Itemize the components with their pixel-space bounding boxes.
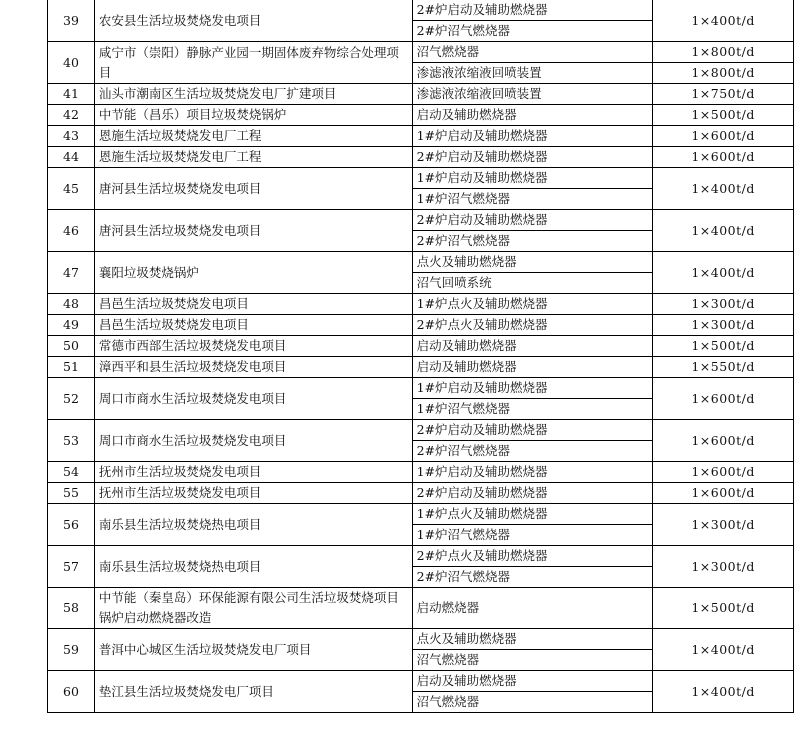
capacity: 1×300t/d [653, 294, 794, 315]
row-number: 41 [48, 84, 95, 105]
project-name: 咸宁市（崇阳）静脉产业园一期固体废弃物综合处理项目 [94, 42, 412, 84]
capacity: 1×300t/d [653, 504, 794, 546]
project-name: 昌邑生活垃圾焚烧发电项目 [94, 315, 412, 336]
project-name: 常德市西部生活垃圾焚烧发电项目 [94, 336, 412, 357]
burner-type: 2#炉沼气燃烧器 [412, 441, 653, 462]
burner-type: 1#炉启动及辅助燃烧器 [412, 168, 653, 189]
project-name: 南乐县生活垃圾焚烧热电项目 [94, 546, 412, 588]
row-number: 57 [48, 546, 95, 588]
capacity: 1×400t/d [653, 0, 794, 42]
project-name: 唐河县生活垃圾焚烧发电项目 [94, 168, 412, 210]
project-name: 漳西平和县生活垃圾焚烧发电项目 [94, 357, 412, 378]
table-row [48, 378, 794, 399]
capacity: 1×800t/d [653, 42, 794, 63]
burner-type: 1#炉沼气燃烧器 [412, 525, 653, 546]
row-number: 52 [48, 378, 95, 420]
table-row [48, 483, 794, 504]
capacity: 1×500t/d [653, 588, 794, 629]
burner-type: 点火及辅助燃烧器 [412, 629, 653, 650]
row-number: 39 [48, 0, 95, 42]
row-number: 47 [48, 252, 95, 294]
table-row [48, 504, 794, 525]
project-name: 抚州市生活垃圾焚烧发电项目 [94, 462, 412, 483]
table-row [48, 588, 794, 629]
row-number: 40 [48, 42, 95, 84]
burner-type: 沼气燃烧器 [412, 42, 653, 63]
row-number: 43 [48, 126, 95, 147]
project-name: 抚州市生活垃圾焚烧发电项目 [94, 483, 412, 504]
capacity: 1×400t/d [653, 210, 794, 252]
table-row [48, 462, 794, 483]
capacity: 1×550t/d [653, 357, 794, 378]
burner-type: 2#炉启动及辅助燃烧器 [412, 420, 653, 441]
burner-type: 2#炉启动及辅助燃烧器 [412, 483, 653, 504]
capacity: 1×600t/d [653, 126, 794, 147]
project-table [47, 0, 794, 713]
row-number: 46 [48, 210, 95, 252]
table-row [48, 336, 794, 357]
table-row [48, 168, 794, 189]
burner-type: 点火及辅助燃烧器 [412, 252, 653, 273]
row-number: 55 [48, 483, 95, 504]
row-number: 54 [48, 462, 95, 483]
project-name: 昌邑生活垃圾焚烧发电项目 [94, 294, 412, 315]
burner-type: 2#炉启动及辅助燃烧器 [412, 0, 653, 21]
capacity: 1×600t/d [653, 147, 794, 168]
table-row [48, 84, 794, 105]
row-number: 48 [48, 294, 95, 315]
table-row [48, 629, 794, 650]
project-name: 中节能（秦皇岛）环保能源有限公司生活垃圾焚烧项目锅炉启动燃烧器改造 [94, 588, 412, 629]
capacity: 1×500t/d [653, 105, 794, 126]
burner-type: 2#炉点火及辅助燃烧器 [412, 315, 653, 336]
burner-type: 沼气回喷系统 [412, 273, 653, 294]
project-name: 周口市商水生活垃圾焚烧发电项目 [94, 420, 412, 462]
capacity: 1×400t/d [653, 252, 794, 294]
table-row [48, 0, 794, 21]
project-name: 垫江县生活垃圾焚烧发电厂项目 [94, 671, 412, 713]
burner-type: 2#炉启动及辅助燃烧器 [412, 147, 653, 168]
table-row [48, 252, 794, 273]
capacity: 1×800t/d [653, 63, 794, 84]
row-number: 56 [48, 504, 95, 546]
capacity: 1×600t/d [653, 420, 794, 462]
table-row [48, 357, 794, 378]
burner-type: 启动及辅助燃烧器 [412, 671, 653, 692]
row-number: 42 [48, 105, 95, 126]
burner-type: 启动及辅助燃烧器 [412, 357, 653, 378]
row-number: 49 [48, 315, 95, 336]
burner-type: 沼气燃烧器 [412, 650, 653, 671]
capacity: 1×300t/d [653, 315, 794, 336]
row-number: 51 [48, 357, 95, 378]
row-number: 59 [48, 629, 95, 671]
burner-type: 1#炉启动及辅助燃烧器 [412, 462, 653, 483]
burner-type: 2#炉沼气燃烧器 [412, 567, 653, 588]
table-row [48, 315, 794, 336]
burner-type: 1#炉启动及辅助燃烧器 [412, 378, 653, 399]
burner-type: 1#炉启动及辅助燃烧器 [412, 126, 653, 147]
table-row [48, 294, 794, 315]
row-number: 60 [48, 671, 95, 713]
burner-type: 2#炉沼气燃烧器 [412, 21, 653, 42]
project-name: 普洱中心城区生活垃圾焚烧发电厂项目 [94, 629, 412, 671]
table-row [48, 42, 794, 63]
project-name: 汕头市潮南区生活垃圾焚烧发电厂扩建项目 [94, 84, 412, 105]
burner-type: 启动燃烧器 [412, 588, 653, 629]
burner-type: 2#炉点火及辅助燃烧器 [412, 546, 653, 567]
burner-type: 沼气燃烧器 [412, 692, 653, 713]
project-name: 周口市商水生活垃圾焚烧发电项目 [94, 378, 412, 420]
row-number: 50 [48, 336, 95, 357]
project-name: 南乐县生活垃圾焚烧热电项目 [94, 504, 412, 546]
burner-type: 2#炉启动及辅助燃烧器 [412, 210, 653, 231]
table-row [48, 546, 794, 567]
burner-type: 启动及辅助燃烧器 [412, 336, 653, 357]
table-row [48, 105, 794, 126]
table-row [48, 126, 794, 147]
row-number: 44 [48, 147, 95, 168]
capacity: 1×400t/d [653, 629, 794, 671]
row-number: 53 [48, 420, 95, 462]
row-number: 58 [48, 588, 95, 629]
burner-type: 1#炉点火及辅助燃烧器 [412, 294, 653, 315]
capacity: 1×600t/d [653, 462, 794, 483]
table-row [48, 210, 794, 231]
table-row [48, 420, 794, 441]
burner-type: 1#炉沼气燃烧器 [412, 399, 653, 420]
burner-type: 2#炉沼气燃烧器 [412, 231, 653, 252]
project-name: 唐河县生活垃圾焚烧发电项目 [94, 210, 412, 252]
burner-type: 启动及辅助燃烧器 [412, 105, 653, 126]
capacity: 1×300t/d [653, 546, 794, 588]
capacity: 1×600t/d [653, 378, 794, 420]
project-name: 恩施生活垃圾焚烧发电厂工程 [94, 126, 412, 147]
row-number: 45 [48, 168, 95, 210]
burner-type: 1#炉点火及辅助燃烧器 [412, 504, 653, 525]
project-name: 襄阳垃圾焚烧锅炉 [94, 252, 412, 294]
capacity: 1×400t/d [653, 671, 794, 713]
capacity: 1×750t/d [653, 84, 794, 105]
project-name: 恩施生活垃圾焚烧发电厂工程 [94, 147, 412, 168]
capacity: 1×600t/d [653, 483, 794, 504]
project-name: 农安县生活垃圾焚烧发电项目 [94, 0, 412, 42]
burner-type: 渗滤液浓缩液回喷装置 [412, 84, 653, 105]
burner-type: 1#炉沼气燃烧器 [412, 189, 653, 210]
table-row [48, 671, 794, 692]
table-row [48, 147, 794, 168]
capacity: 1×500t/d [653, 336, 794, 357]
project-name: 中节能（昌乐）项目垃圾焚烧锅炉 [94, 105, 412, 126]
burner-type: 渗滤液浓缩液回喷装置 [412, 63, 653, 84]
capacity: 1×400t/d [653, 168, 794, 210]
